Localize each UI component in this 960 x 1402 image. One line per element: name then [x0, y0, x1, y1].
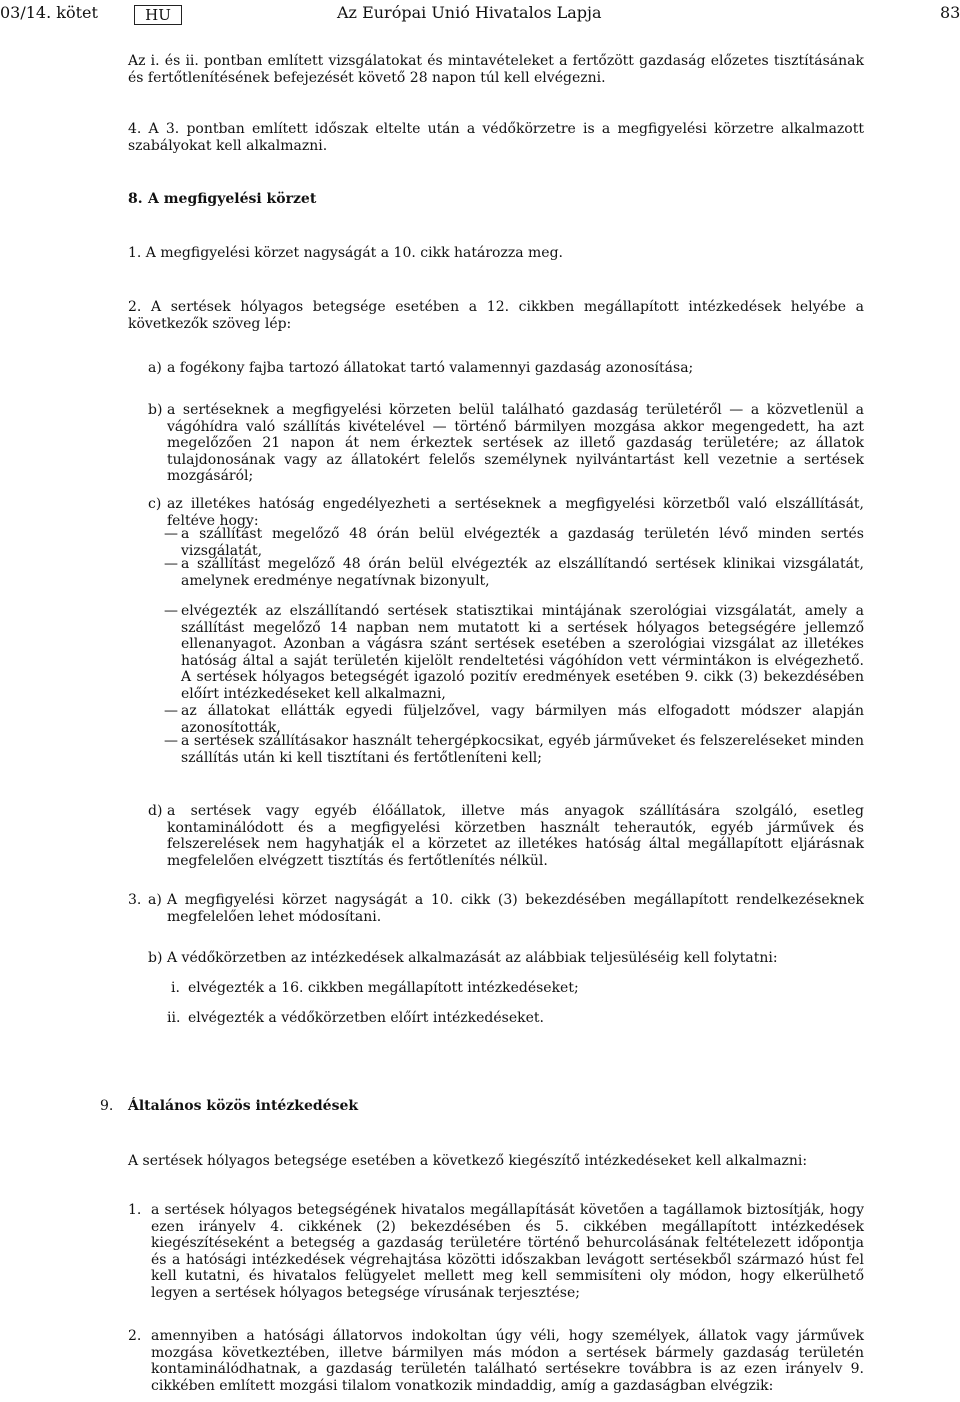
subpoint-i-text: elvégezték a 16. cikkben megállapított intézkedéseket; [188, 980, 579, 996]
section-9-title: Általános közös intézkedések [128, 1098, 359, 1114]
point-3-number: 3. [128, 892, 142, 908]
measure-1-text: a sertések hólyagos betegségének hivatalos megállapítását követően a tagállamok biztosítják, hogy ezen irányelv 4. cikkének (2) bekezdésében és 5. cikkében megállapított intézkedések kiegészítéseként a betegség a gazdaság területére történő behurcolásának feltételezett időpontja és a hatósági intézkedések végrehajtása közötti időszakban levágott sertésekből származó húst fel kell kutatni, és hivatalos felügyelet mellett meg kell semmisíteni oly módon, hogy elkerülhető legyen a sertések hólyagos betegsége vírusának terjesztése; [151, 1202, 864, 1301]
item-c-label: c) [148, 496, 162, 512]
section-9-number: 9. [100, 1098, 114, 1114]
volume-number: 03/14. kötet [0, 3, 98, 22]
condition-3: elvégezték az elszállítandó sertések statisztikai mintájának szerológiai vizsgálatát, amely a szállítást megelőző 14 napban nem mutatott ki a sertések hólyagos betegségére jellemző ellenanyagot. Azonban a vágásra szánt sertések esetében a szerológiai vizsgálat az illetékes hatóság által a saját területén kijelölt rendeltetési vágóhídon vett vérmintákon is elvégezhető. A sertések hólyagos betegségét igazoló pozitív eredmények esetében 9. cikk (3) bekezdésében előírt intézkedéseket kell alkalmazni, [181, 603, 864, 702]
point-3a-text: A megfigyelési körzet nagyságát a 10. cikk (3) bekezdésében megállapított rendelkezéseknek megfelelően lehet módosítani. [167, 892, 864, 925]
measure-1-label: 1. [128, 1202, 142, 1218]
measure-2-label: 2. [128, 1328, 142, 1344]
section-8-point-1: 1. A megfigyelési körzet nagyságát a 10. cikk határozza meg. [128, 245, 563, 261]
intro-paragraph: Az i. és ii. pontban említett vizsgálatokat és mintavételeket a fertőzött gazdaság előzetes tisztításának és fertőtlenítésének befejezését követő 28 napon túl kell elvégezni. [128, 53, 864, 86]
item-a-label: a) [148, 360, 162, 376]
dash-4: — [164, 703, 178, 719]
condition-4: az állatokat ellátták egyedi füljelzővel, vagy bármilyen más elfogadott módszer alapján azonosították, [181, 703, 864, 736]
item-c-text: az illetékes hatóság engedélyezheti a sertéseknek a megfigyelési körzetből való elszállítását, feltéve hogy: [167, 496, 864, 529]
subpoint-ii-label: ii. [167, 1010, 181, 1026]
section-8-title: A megfigyelési körzet [148, 191, 317, 207]
item-d-label: d) [148, 803, 163, 819]
item-d-text: a sertések vagy egyéb élőállatok, illetve más anyagok szállítására szolgáló, esetleg kontaminálódott és a megfigyelési körzetben használt teherautók, egyéb járművek és felszerelések nem hagyhatják el a körzetet az illetékes hatóság által megállapított eljárásnak megfelelően elvégzett tisztítás és fertőtlenítés nélkül. [167, 803, 864, 869]
subpoint-ii-text: elvégezték a védőkörzetben előírt intézkedéseket. [188, 1010, 544, 1026]
section-9-intro: A sertések hólyagos betegsége esetében a következő kiegészítő intézkedéseket kell alkalmazni: [128, 1153, 808, 1169]
condition-2: a szállítást megelőző 48 órán belül elvégezték az elszállítandó sertések klinikai vizsgálatát, amelynek eredménye negatívnak bizonyult, [181, 556, 864, 589]
item-a-text: a fogékony fajba tartozó állatokat tartó valamennyi gazdaság azonosítása; [167, 360, 694, 376]
point-4: 4. A 3. pontban említett időszak eltelte után a védőkörzetre is a megfigyelési körzetre alkalmazott szabályokat kell alkalmazni. [128, 121, 864, 154]
dash-5: — [164, 733, 178, 749]
page-header [0, 3, 960, 25]
point-3b-text: A védőkörzetben az intézkedések alkalmazását az alábbiak teljesüléséig kell folytatni: [167, 950, 778, 966]
dash-3: — [164, 603, 178, 619]
journal-title: Az Európai Unió Hivatalos Lapja [337, 3, 602, 22]
point-3a-label: a) [148, 892, 162, 908]
language-badge: HU [134, 5, 182, 25]
point-3b-label: b) [148, 950, 163, 966]
subpoint-i-label: i. [171, 980, 180, 996]
condition-1: a szállítást megelőző 48 órán belül elvégezték a gazdaság területén lévő minden sertés vizsgálatát, [181, 526, 864, 559]
dash-1: — [164, 526, 178, 542]
dash-2: — [164, 556, 178, 572]
page-number: 83 [940, 3, 960, 22]
item-b-label: b) [148, 402, 163, 418]
condition-5: a sertések szállításakor használt tehergépkocsikat, egyéb járműveket és felszereléseket minden szállítás után ki kell tisztítani és fertőtleníteni kell; [181, 733, 864, 766]
section-8-point-2: 2. A sertések hólyagos betegsége esetében a 12. cikkben megállapított intézkedések helyébe a következők szöveg lép: [128, 299, 864, 332]
measure-2-text: amennyiben a hatósági állatorvos indokoltan úgy véli, hogy személyek, állatok vagy járművek mozgása következtében, illetve bármilyen más módon a sertések bármely gazdaság területén kontaminálódhatnak, a gazdaság területén található sertésekre továbbra is az ezen irányelv 9. cikkében említett mozgási tilalom vonatkozik mindaddig, amíg a gazdaságban elvégzik: [151, 1328, 864, 1394]
section-8-number: 8. [128, 191, 143, 207]
item-b-text: a sertéseknek a megfigyelési körzeten belül található gazdaság területéről — a közvetlenül a vágóhídra való szállítás kivételével — történő bármilyen mozgása akkor megengedett, ha azt megelőzően 21 napon át nem érkeztek sertések az illető gazdaság területére; az állatok tulajdonosának vagy az állatokért felelős személynek nyilvántartást kell vezetnie a sertések mozgásáról; [167, 402, 864, 484]
